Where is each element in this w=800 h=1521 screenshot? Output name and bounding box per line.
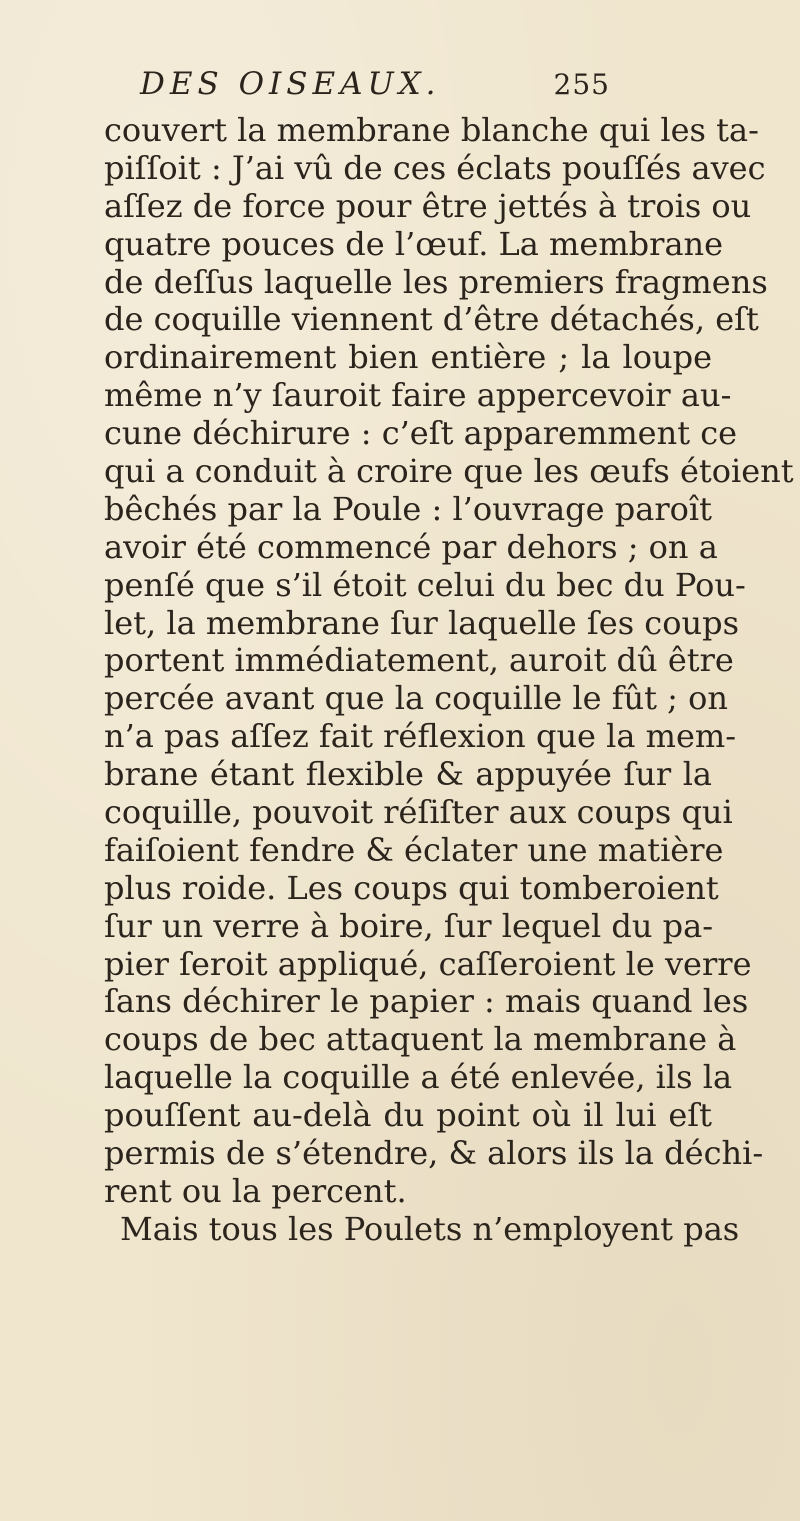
body-text bbox=[104, 111, 794, 1249]
text-line: let, la membrane ſur laquelle ſes coups bbox=[104, 603, 739, 642]
text-line: cune déchirure : c’eſt apparemment ce bbox=[104, 414, 738, 453]
text-line: ſur un verre à boire, ſur lequel du pa- bbox=[104, 906, 714, 945]
text-line: avoir été commencé par dehors ; on a bbox=[104, 527, 718, 566]
paragraph-end-line: rent ou la percent. bbox=[104, 1171, 407, 1210]
text-line: ſans déchirer le papier : mais quand les bbox=[104, 982, 749, 1021]
page-number: 255 bbox=[553, 68, 610, 101]
text-line: faiſoient fendre & éclater une matière bbox=[104, 830, 724, 869]
text-line: coups de bec attaquent la membrane à bbox=[104, 1020, 737, 1059]
text-line: de coquille viennent d’être détachés, eſt bbox=[104, 300, 759, 339]
text-line: piſſoit : J’ai vû de ces éclats pouſſés avec bbox=[104, 148, 766, 187]
text-line: n’a pas aſſez fait réflexion que la mem- bbox=[104, 717, 737, 756]
text-line: percée avant que la coquille le fût ; on bbox=[104, 679, 728, 718]
text-line: pier ſeroit appliqué, caſſeroient le verre bbox=[104, 944, 752, 983]
text-line: plus roide. Les coups qui tomberoient bbox=[104, 868, 719, 907]
text-line: couvert la membrane blanche qui les ta- bbox=[104, 111, 759, 149]
running-head-title: DES OISEAUX. bbox=[140, 66, 441, 102]
running-head bbox=[140, 66, 610, 110]
text-line: bêchés par la Poule : l’ouvrage paroît bbox=[104, 489, 712, 528]
text-line: penſé que s’il étoit celui du bec du Pou- bbox=[104, 565, 746, 604]
text-line: même n’y ſauroit faire appercevoir au- bbox=[104, 376, 732, 415]
text-line: de deſſus laquelle les premiers fragmens bbox=[104, 262, 768, 301]
text-line: pouſſent au-delà du point où il lui eſt bbox=[104, 1096, 712, 1135]
text-line: coquille, pouvoit réſiſter aux coups qui bbox=[104, 793, 733, 832]
text-line: portent immédiatement, auroit dû être bbox=[104, 641, 734, 680]
text-line: qui a conduit à croire que les œufs étoient bbox=[104, 452, 794, 491]
text-line: quatre pouces de l’œuf. La membrane bbox=[104, 224, 724, 263]
text-line: aſſez de force pour être jettés à trois ou bbox=[104, 186, 752, 225]
text-line: ordinairement bien entière ; la loupe bbox=[104, 338, 712, 377]
text-line: permis de s’étendre, & alors ils la déchi- bbox=[104, 1134, 764, 1173]
text-line: brane étant flexible & appuyée ſur la bbox=[104, 755, 712, 794]
text-line: laquelle la coquille a été enlevée, ils la bbox=[104, 1058, 733, 1097]
catchline: Mais tous les Poulets n’employent pas bbox=[120, 1209, 740, 1248]
